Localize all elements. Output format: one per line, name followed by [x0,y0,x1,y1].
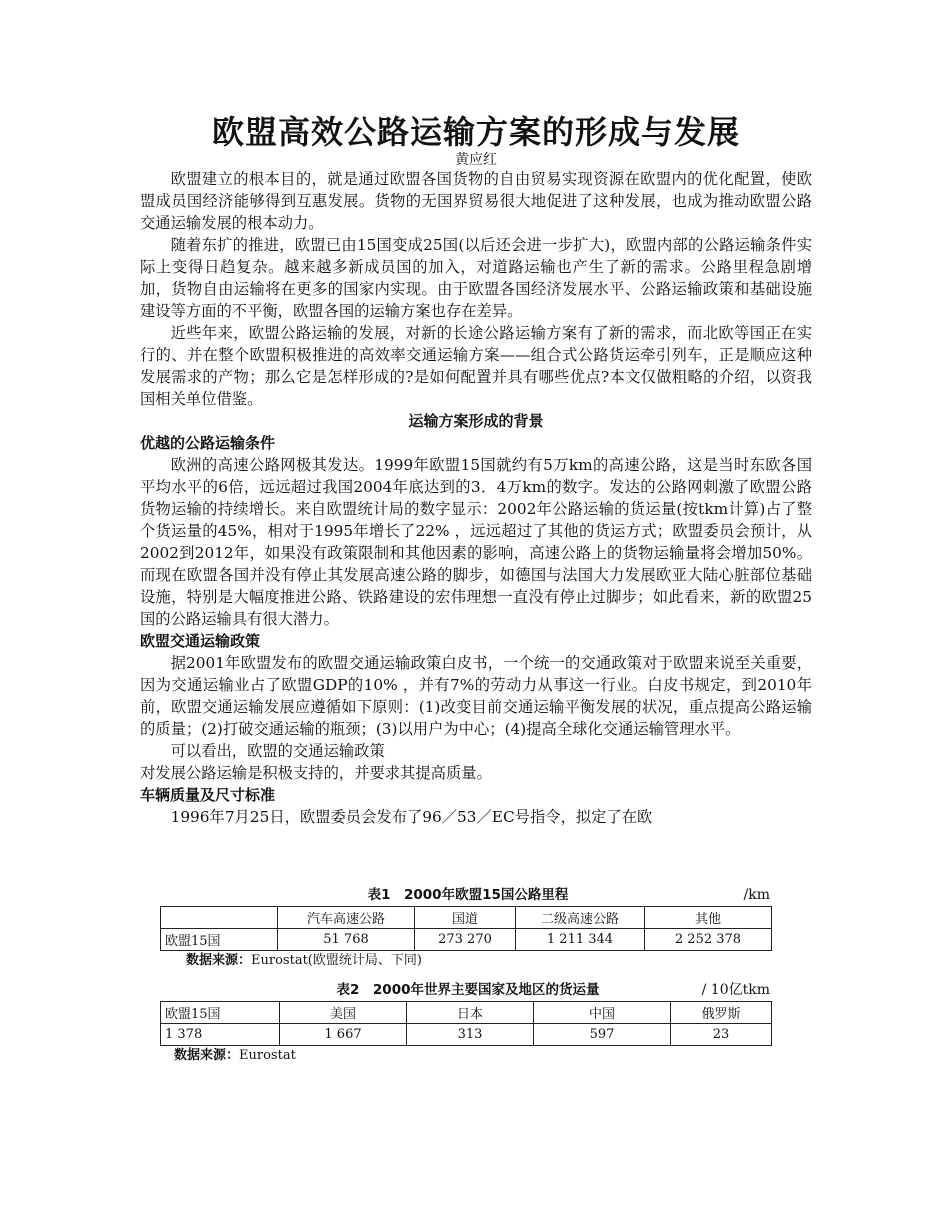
table2-source-value: Eurostat [239,1048,296,1063]
table-cell: 1 378 [161,1024,280,1046]
tables-area [160,884,776,1066]
paragraph: 近些年来，欧盟公路运输的发展，对新的长途公路运输方案有了新的需求，而北欧等国正在实行的、并在整个欧盟积极推进的高效率交通运输方案——组合式公路货运牵引列车，正是顺应这种发展需求的产物；那么它是怎样形成的?是如何配置并具有哪些优点?本文仅做粗略的介绍，以资我国相关单位借鉴。 [140,324,812,408]
paragraph: 随着东扩的推进，欧盟已由15国变成25国(以后还会进一步扩大)，欧盟内部的公路运输条件实际上变得日趋复杂。越来越多新成员国的加入，对道路运输也产生了新的需求。公路里程急剧增加，货物自由运输将在更多的国家内实现。由于欧盟各国经济发展水平、公路运输政策和基础设施建设等方面的不平衡，欧盟各国的运输方案也存在差异。 [140,236,812,320]
table-header-cell [161,907,278,929]
section-heading: 运输方案形成的背景 [408,412,544,430]
table1-source [160,951,776,971]
table-header-cell: 俄罗斯 [671,1002,772,1024]
subheading: 优越的公路运输条件 [140,434,276,452]
table-cell: 23 [671,1024,772,1046]
table2-source [160,1046,776,1066]
table-header-cell: 中国 [534,1002,671,1024]
table2-caption: 表2 2000年世界主要国家及地区的货运量 [336,982,600,998]
table-cell: 2 252 378 [645,929,772,951]
table-header-row [161,907,772,929]
table-cell: 51 768 [278,929,415,951]
author: 黄应红 [455,152,497,168]
paragraph: 据2001年欧盟发布的欧盟交通运输政策白皮书，一个统一的交通政策对于欧盟来说至关重要，因为交通运输业占了欧盟GDP的10% ，并有7%的劳动力从事这一行业。白皮书规定，到2010年前，欧盟交通运输发展应遵循如下原则：(1)改变目前交通运输平衡发展的状况，重点提高公路运输的质量；(2)打破交通运输的瓶颈；(3)以用户为中心；(4)提高全球化交通运输管理水平。 [140,654,812,738]
article-title: 欧盟高效公路运输方案的形成与发展 [211,113,740,151]
paragraph: 可以看出，欧盟的交通运输政策 [170,742,385,760]
table-header-cell: 欧盟15国 [161,1002,280,1024]
table1-caption-row [160,884,776,906]
table-cell: 1 211 344 [516,929,645,951]
paragraph: 欧洲的高速公路网极其发达。1999年欧盟15国就约有5万km的高速公路，这是当时东欧各国平均水平的6倍，远远超过我国2004年底达到的3．4万km的数字。发达的公路网刺激了欧盟公路货物运输的持续增长。来自欧盟统计局的数字显示：2002年公路运输的货运量(按tkm计算)占了整个货运量的45%，相对于1995年增长了22% ，远远超过了其他的货运方式；欧盟委员会预计，从2002到2012年，如果没有政策限制和其他因素的影响，高速公路上的货物运输量将会增加50%。而现在欧盟各国并没有停止其发展高速公路的脚步，如德国与法国大力发展欧亚大陆心脏部位基础设施，特别是大幅度推进公路、铁路建设的宏伟理想一直没有停止过脚步；如此看来，新的欧盟25国的公路运输具有很大潜力。 [140,456,812,628]
table1 [160,906,772,951]
table1-source-label: 数据来源： [186,953,252,968]
table-header-cell: 二级高速公路 [516,907,645,929]
table-cell: 欧盟15国 [161,929,278,951]
table-header-cell: 日本 [407,1002,534,1024]
paragraph: 对发展公路运输是积极支持的，并要求其提高质量。 [140,764,492,782]
table2-caption-row [160,979,776,1001]
paragraph: 1996年7月25日，欧盟委员会发布了96／53／EC号指令，拟定了在欧 [170,808,653,826]
table1-unit: /km [743,887,770,903]
table-header-cell: 汽车高速公路 [278,907,415,929]
table2-unit: / 10亿tkm [701,982,770,998]
article [140,112,812,828]
table-row [161,929,772,951]
table1-source-value: Eurostat(欧盟统计局、下同) [251,953,422,968]
table2 [160,1001,772,1046]
table-header-cell: 美国 [280,1002,407,1024]
table-header-row [161,1002,772,1024]
paragraph: 欧盟建立的根本目的，就是通过欧盟各国货物的自由贸易实现资源在欧盟内的优化配置，使欧盟成员国经济能够得到互惠发展。货物的无国界贸易很大地促进了这种发展，也成为推动欧盟公路交通运输发展的根本动力。 [140,170,812,232]
table-cell: 597 [534,1024,671,1046]
table-cell: 273 270 [415,929,516,951]
table-cell: 313 [407,1024,534,1046]
table1-caption: 表1 2000年欧盟15国公路里程 [367,887,569,903]
table-header-cell: 国道 [415,907,516,929]
table-header-cell: 其他 [645,907,772,929]
subheading: 欧盟交通运输政策 [140,632,261,650]
table2-source-label: 数据来源： [174,1048,240,1063]
subheading: 车辆质量及尺寸标准 [140,786,276,804]
table-row [161,1024,772,1046]
table-cell: 1 667 [280,1024,407,1046]
